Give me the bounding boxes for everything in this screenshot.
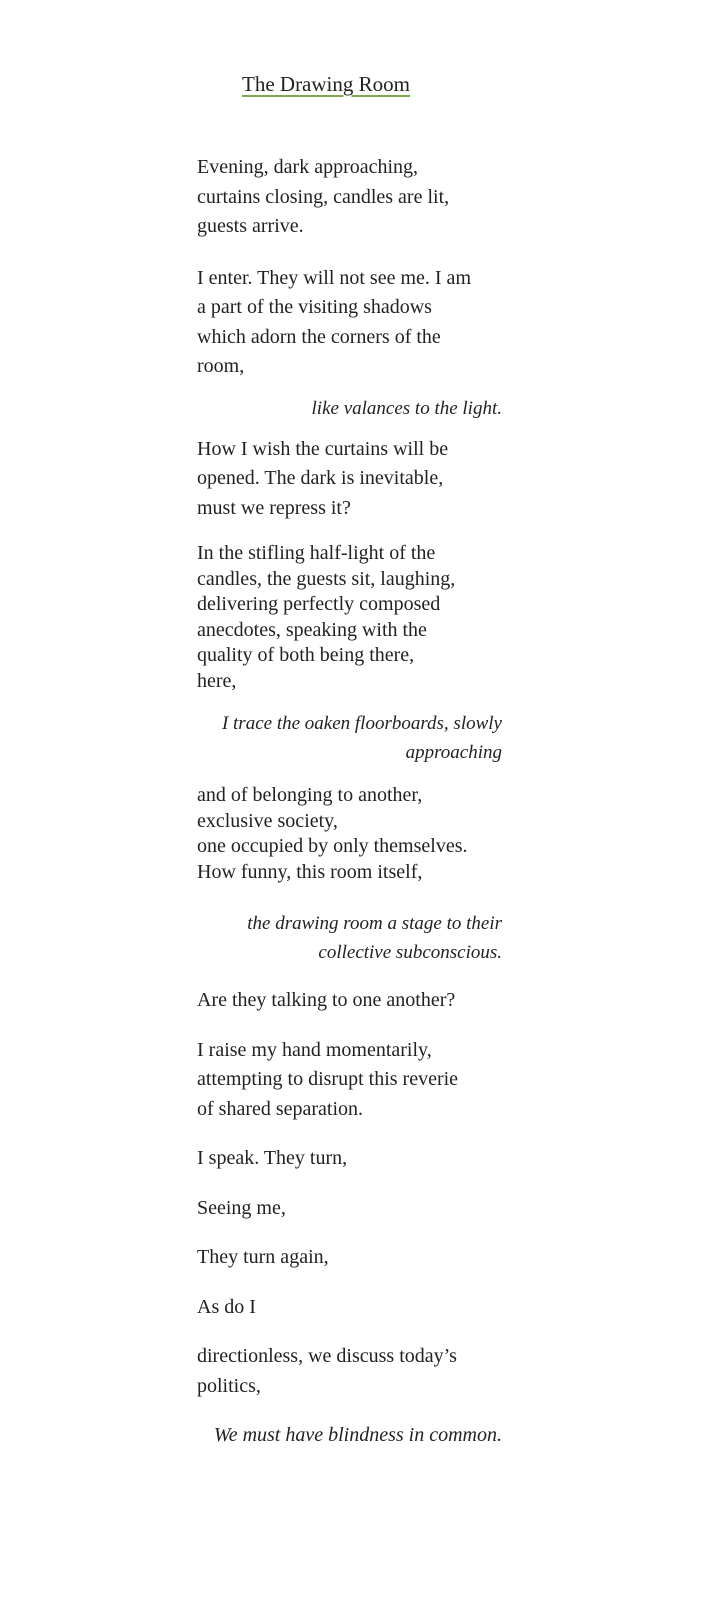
stanza: and of belonging to another, exclusive society, one occupied by only themselves. How funny, this room itself, [197, 784, 468, 883]
indented-line: We must have blindness in common. [213, 1424, 502, 1446]
indented-line: I trace the oaken floorboards, slowly approaching [221, 713, 502, 763]
stanza: I speak. They turn, [197, 1147, 348, 1169]
indented-line: like valances to the light. [311, 397, 502, 419]
stanza: Seeing me, [197, 1196, 286, 1219]
stanza: They turn again, [197, 1246, 329, 1268]
indented-line: the drawing room a stage to their collective subconscious. [247, 913, 502, 963]
stanza: In the stifling half-light of the candles, the guests sit, laughing, delivering perfectly composed anecdotes, speaking with the quality of both being there, here, [197, 542, 456, 692]
stanza: I enter. They will not see me. I am a part of the visiting shadows which adorn the corners of the room, [197, 266, 471, 377]
stanza: I raise my hand momentarily, attempting to disrupt this reverie of shared separation. [197, 1038, 459, 1120]
stanza: Evening, dark approaching, curtains closing, candles are lit, guests arrive. [197, 156, 450, 237]
stanza: Are they talking to one another? [197, 989, 456, 1011]
poem-body [197, 153, 502, 1450]
stanza: How I wish the curtains will be opened. The dark is inevitable, must we repress it? [197, 437, 449, 519]
stanza: directionless, we discuss today’s politics, [197, 1345, 457, 1397]
poem-title: The Drawing Room [242, 72, 410, 96]
stanza: As do I [197, 1295, 256, 1318]
